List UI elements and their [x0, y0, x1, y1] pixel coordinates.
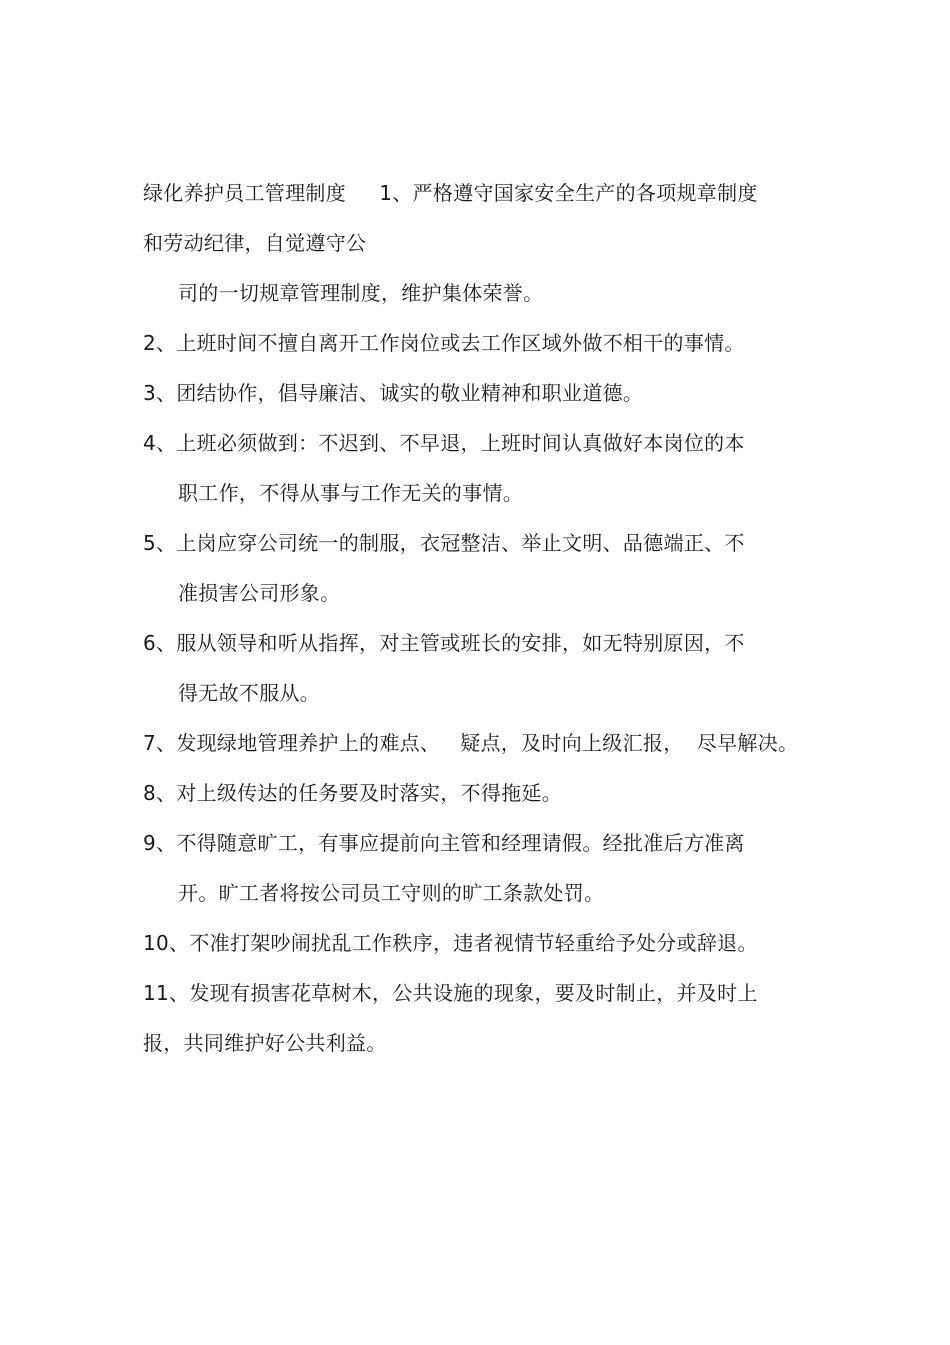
rule-item: 8、对上级传达的任务要及时落实，不得拖延。 [143, 781, 563, 805]
rule-item: 9、不得随意旷工，有事应提前向主管和经理请假。经批准后方准离 [143, 831, 745, 855]
text-line: 司的一切规章管理制度，维护集体荣誉。 [178, 281, 544, 305]
rule-item-continuation: 报，共同维护好公共利益。 [143, 1031, 387, 1055]
document-title-line: 绿化养护员工管理制度 1、严格遵守国家安全生产的各项规章制度 [143, 181, 758, 205]
rule-item: 7、发现绿地管理养护上的难点、 疑点，及时向上级汇报， 尽早解决。 [143, 731, 799, 755]
rule-item: 3、团结协作，倡导廉洁、诚实的敬业精神和职业道德。 [143, 381, 644, 405]
rule-item: 6、服从领导和听从指挥，对主管或班长的安排，如无特别原因，不 [143, 631, 745, 655]
rule-item-continuation: 得无故不服从。 [178, 681, 321, 705]
text-line: 和劳动纪律，自觉遵守公 [143, 231, 367, 255]
rule-item: 10、不准打架吵闹扰乱工作秩序，违者视情节轻重给予处分或辞退。 [143, 931, 758, 955]
rule-item-continuation: 开。旷工者将按公司员工守则的旷工条款处罚。 [178, 881, 605, 905]
rule-item: 11、发现有损害花草树木，公共设施的现象，要及时制止，并及时上 [143, 981, 758, 1005]
rule-item-continuation: 准损害公司形象。 [178, 581, 341, 605]
rule-item: 4、上班必须做到：不迟到、不早退，上班时间认真做好本岗位的本 [143, 431, 745, 455]
rule-item-continuation: 职工作，不得从事与工作无关的事情。 [178, 481, 524, 505]
rule-item: 2、上班时间不擅自离开工作岗位或去工作区域外做不相干的事情。 [143, 331, 745, 355]
rule-item: 5、上岗应穿公司统一的制服，衣冠整洁、举止文明、品德端正、不 [143, 531, 745, 555]
